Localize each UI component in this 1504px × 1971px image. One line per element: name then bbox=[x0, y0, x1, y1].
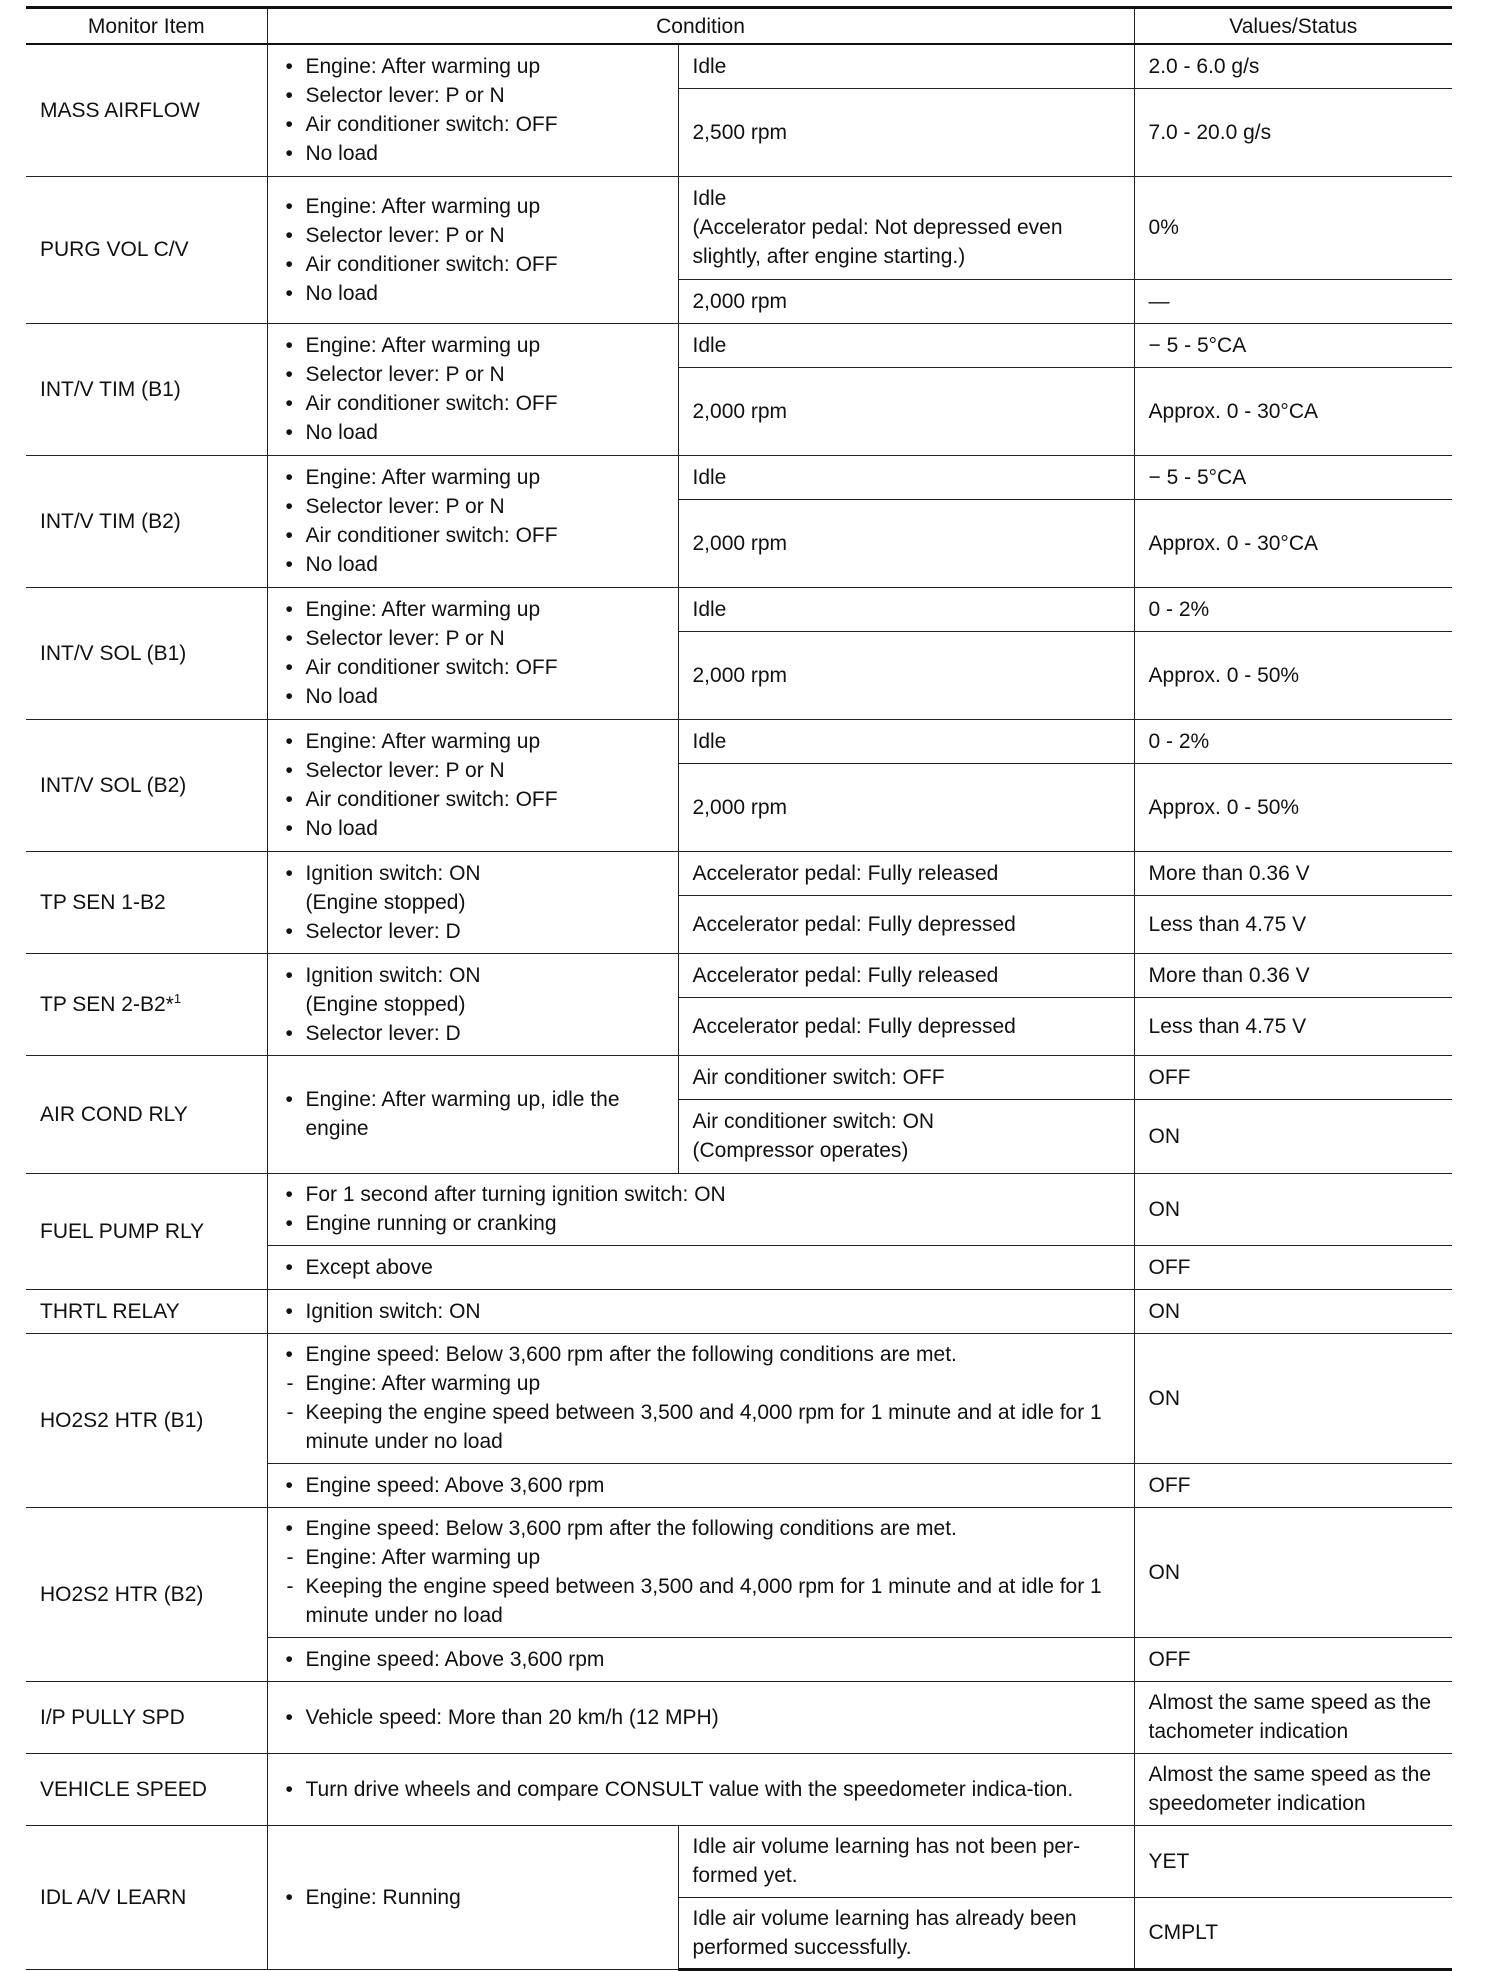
condition-list bbox=[267, 1463, 1134, 1507]
value-status: ON bbox=[1134, 1507, 1452, 1637]
condition-line: • Engine: After warming up, idle the engine bbox=[282, 1085, 664, 1143]
condition-line: • Engine speed: Below 3,600 rpm after the following conditions are met. bbox=[282, 1340, 1120, 1369]
sub-condition-note: (Compressor operates) bbox=[692, 1139, 909, 1162]
monitor-item-name: VEHICLE SPEED bbox=[26, 1753, 267, 1825]
value-status: ON bbox=[1134, 1289, 1452, 1333]
condition-line: - Keeping the engine speed between 3,500 and 4,000 rpm for 1 minute and at idle for 1 minute under no load bbox=[282, 1398, 1120, 1456]
monitor-item-label: TP SEN 2-B2* bbox=[40, 992, 174, 1016]
header-condition: Condition bbox=[267, 8, 1134, 45]
table-row bbox=[26, 1289, 1452, 1333]
sub-condition bbox=[678, 1099, 1134, 1173]
condition-line: - Engine: After warming up bbox=[282, 1543, 1120, 1572]
condition-line: • For 1 second after turning ignition switch: ON bbox=[282, 1180, 1120, 1209]
condition-line: • Selector lever: D bbox=[282, 1019, 664, 1048]
sub-condition: Idle bbox=[678, 719, 1134, 763]
value-status: OFF bbox=[1134, 1245, 1452, 1289]
condition-list bbox=[267, 455, 678, 587]
value-status: CMPLT bbox=[1134, 1897, 1452, 1969]
monitor-item-name: FUEL PUMP RLY bbox=[26, 1173, 267, 1289]
value-status: 0 - 2% bbox=[1134, 587, 1452, 631]
value-status: Approx. 0 - 50% bbox=[1134, 763, 1452, 851]
condition-line: • Engine: Running bbox=[282, 1883, 664, 1912]
table-row bbox=[26, 1055, 1452, 1099]
condition-line: (Engine stopped) bbox=[305, 992, 466, 1016]
condition-line: • No load bbox=[282, 814, 664, 843]
condition-line: • Engine: After warming up bbox=[282, 463, 664, 492]
condition-list bbox=[267, 1637, 1134, 1681]
table-row bbox=[26, 323, 1452, 367]
sub-condition: Idle bbox=[678, 44, 1134, 88]
condition-list bbox=[267, 1173, 1134, 1245]
table-row bbox=[26, 176, 1452, 279]
condition-line: • Air conditioner switch: OFF bbox=[282, 653, 664, 682]
condition-line: • Selector lever: P or N bbox=[282, 492, 664, 521]
monitor-item-name: TP SEN 1-B2 bbox=[26, 851, 267, 953]
condition-list bbox=[267, 1753, 1134, 1825]
condition-line: • Selector lever: P or N bbox=[282, 624, 664, 653]
monitor-item-name: IDL A/V LEARN bbox=[26, 1825, 267, 1969]
monitor-item-name: INT/V TIM (B2) bbox=[26, 455, 267, 587]
condition-line: • Air conditioner switch: OFF bbox=[282, 389, 664, 418]
table-row bbox=[26, 1753, 1452, 1825]
sub-condition: Accelerator pedal: Fully released bbox=[678, 851, 1134, 895]
value-status: OFF bbox=[1134, 1637, 1452, 1681]
value-status: ON bbox=[1134, 1173, 1452, 1245]
value-status: YET bbox=[1134, 1825, 1452, 1897]
sub-condition: 2,500 rpm bbox=[678, 88, 1134, 176]
condition-line: • Selector lever: P or N bbox=[282, 221, 664, 250]
table-row bbox=[26, 1681, 1452, 1753]
sub-condition: Idle bbox=[678, 455, 1134, 499]
table-row bbox=[26, 587, 1452, 631]
value-status: Approx. 0 - 30°CA bbox=[1134, 499, 1452, 587]
condition-line: • No load bbox=[282, 682, 664, 711]
sub-condition: 2,000 rpm bbox=[678, 631, 1134, 719]
condition-line: • Except above bbox=[282, 1253, 1120, 1282]
condition-list bbox=[267, 1681, 1134, 1753]
monitor-item-name: HO2S2 HTR (B2) bbox=[26, 1507, 267, 1681]
condition-line: • Engine speed: Below 3,600 rpm after the following conditions are met. bbox=[282, 1514, 1120, 1543]
table-row bbox=[26, 1333, 1452, 1463]
condition-list bbox=[267, 1825, 678, 1969]
value-status: − 5 - 5°CA bbox=[1134, 323, 1452, 367]
condition-list bbox=[267, 176, 678, 323]
sub-condition: Idle air volume learning has already been performed successfully. bbox=[678, 1897, 1134, 1969]
monitor-item-name: MASS AIRFLOW bbox=[26, 44, 267, 176]
condition-list bbox=[267, 851, 678, 953]
condition-line: • Engine: After warming up bbox=[282, 331, 664, 360]
table-row bbox=[26, 44, 1452, 88]
value-status: Less than 4.75 V bbox=[1134, 997, 1452, 1055]
sub-condition-title: Idle bbox=[692, 187, 727, 210]
sub-condition: Accelerator pedal: Fully depressed bbox=[678, 895, 1134, 953]
sub-condition-title: Air conditioner switch: ON bbox=[692, 1110, 935, 1133]
table-row bbox=[26, 1825, 1452, 1897]
condition-line: (Engine stopped) bbox=[305, 890, 466, 914]
value-status: OFF bbox=[1134, 1055, 1452, 1099]
value-status: 2.0 - 6.0 g/s bbox=[1134, 44, 1452, 88]
sub-condition: 2,000 rpm bbox=[678, 499, 1134, 587]
value-status: Approx. 0 - 50% bbox=[1134, 631, 1452, 719]
table-row bbox=[26, 455, 1452, 499]
table-row bbox=[26, 1507, 1452, 1637]
value-status: Almost the same speed as the tachometer indication bbox=[1134, 1681, 1452, 1753]
condition-line: • No load bbox=[282, 139, 664, 168]
condition-line: • Air conditioner switch: OFF bbox=[282, 250, 664, 279]
monitor-item-name: INT/V SOL (B2) bbox=[26, 719, 267, 851]
value-status: — bbox=[1134, 279, 1452, 323]
condition-list bbox=[267, 587, 678, 719]
monitor-item-name: PURG VOL C/V bbox=[26, 176, 267, 323]
condition-line: • Engine: After warming up bbox=[282, 727, 664, 756]
sub-condition bbox=[678, 176, 1134, 279]
monitor-item-name: THRTL RELAY bbox=[26, 1289, 267, 1333]
condition-list bbox=[267, 719, 678, 851]
condition-line: • Engine: After warming up bbox=[282, 52, 664, 81]
value-status: 7.0 - 20.0 g/s bbox=[1134, 88, 1452, 176]
condition-list bbox=[267, 44, 678, 176]
condition-line: • Vehicle speed: More than 20 km/h (12 MPH) bbox=[282, 1703, 1120, 1732]
value-status: More than 0.36 V bbox=[1134, 851, 1452, 895]
value-status: ON bbox=[1134, 1099, 1452, 1173]
sub-condition: Idle air volume learning has not been per-formed yet. bbox=[678, 1825, 1134, 1897]
monitor-item-name: I/P PULLY SPD bbox=[26, 1681, 267, 1753]
condition-line: • Ignition switch: ON bbox=[282, 859, 664, 888]
value-status: − 5 - 5°CA bbox=[1134, 455, 1452, 499]
condition-line: • Engine speed: Above 3,600 rpm bbox=[282, 1471, 1120, 1500]
monitor-item-name: HO2S2 HTR (B1) bbox=[26, 1333, 267, 1507]
footnote-marker: 1 bbox=[173, 990, 182, 1006]
sub-condition: 2,000 rpm bbox=[678, 279, 1134, 323]
condition-line: • No load bbox=[282, 550, 664, 579]
condition-line: • Ignition switch: ON bbox=[282, 961, 664, 990]
table-row bbox=[26, 1173, 1452, 1245]
sub-condition: Idle bbox=[678, 323, 1134, 367]
condition-line: • Air conditioner switch: OFF bbox=[282, 110, 664, 139]
value-status: ON bbox=[1134, 1333, 1452, 1463]
condition-line: • Engine: After warming up bbox=[282, 595, 664, 624]
table-row bbox=[26, 851, 1452, 895]
condition-line: • Selector lever: P or N bbox=[282, 756, 664, 785]
sub-condition: Accelerator pedal: Fully released bbox=[678, 953, 1134, 997]
condition-line: • Engine speed: Above 3,600 rpm bbox=[282, 1645, 1120, 1674]
condition-line: • Air conditioner switch: OFF bbox=[282, 785, 664, 814]
condition-list bbox=[267, 953, 678, 1055]
condition-line: • No load bbox=[282, 279, 664, 308]
value-status: OFF bbox=[1134, 1463, 1452, 1507]
condition-line: - Keeping the engine speed between 3,500 and 4,000 rpm for 1 minute and at idle for 1 minute under no load bbox=[282, 1572, 1120, 1630]
value-status: Approx. 0 - 30°CA bbox=[1134, 367, 1452, 455]
condition-line: - Engine: After warming up bbox=[282, 1369, 1120, 1398]
condition-line: • Selector lever: D bbox=[282, 917, 664, 946]
condition-line: • Engine: After warming up bbox=[282, 192, 664, 221]
condition-list bbox=[267, 1289, 1134, 1333]
sub-condition-note: (Accelerator pedal: Not depressed even slightly, after engine starting.) bbox=[692, 216, 1063, 268]
condition-list bbox=[267, 323, 678, 455]
header-values-status: Values/Status bbox=[1134, 8, 1452, 45]
sub-condition: 2,000 rpm bbox=[678, 763, 1134, 851]
table-row bbox=[26, 953, 1452, 997]
monitor-item-name bbox=[26, 953, 267, 1055]
condition-line: • Ignition switch: ON bbox=[282, 1297, 1120, 1326]
sub-condition: Accelerator pedal: Fully depressed bbox=[678, 997, 1134, 1055]
condition-list bbox=[267, 1507, 1134, 1637]
sub-condition: Idle bbox=[678, 587, 1134, 631]
table-row bbox=[26, 719, 1452, 763]
value-status: Almost the same speed as the speedometer indication bbox=[1134, 1753, 1452, 1825]
header-monitor-item: Monitor Item bbox=[26, 8, 267, 45]
table-header-row bbox=[26, 8, 1452, 45]
condition-list bbox=[267, 1245, 1134, 1289]
monitor-item-name: INT/V TIM (B1) bbox=[26, 323, 267, 455]
value-status: More than 0.36 V bbox=[1134, 953, 1452, 997]
condition-line: • Engine running or cranking bbox=[282, 1209, 1120, 1238]
condition-line: • Turn drive wheels and compare CONSULT value with the speedometer indica-tion. bbox=[282, 1775, 1120, 1804]
monitor-item-name: INT/V SOL (B1) bbox=[26, 587, 267, 719]
condition-list bbox=[267, 1055, 678, 1173]
condition-list bbox=[267, 1333, 1134, 1463]
condition-line: • No load bbox=[282, 418, 664, 447]
monitor-item-name: AIR COND RLY bbox=[26, 1055, 267, 1173]
monitor-spec-table bbox=[26, 6, 1452, 1971]
value-status: Less than 4.75 V bbox=[1134, 895, 1452, 953]
condition-line: • Air conditioner switch: OFF bbox=[282, 521, 664, 550]
value-status: 0 - 2% bbox=[1134, 719, 1452, 763]
value-status: 0% bbox=[1134, 176, 1452, 279]
condition-line: • Selector lever: P or N bbox=[282, 360, 664, 389]
sub-condition: Air conditioner switch: OFF bbox=[678, 1055, 1134, 1099]
condition-line: • Selector lever: P or N bbox=[282, 81, 664, 110]
sub-condition: 2,000 rpm bbox=[678, 367, 1134, 455]
